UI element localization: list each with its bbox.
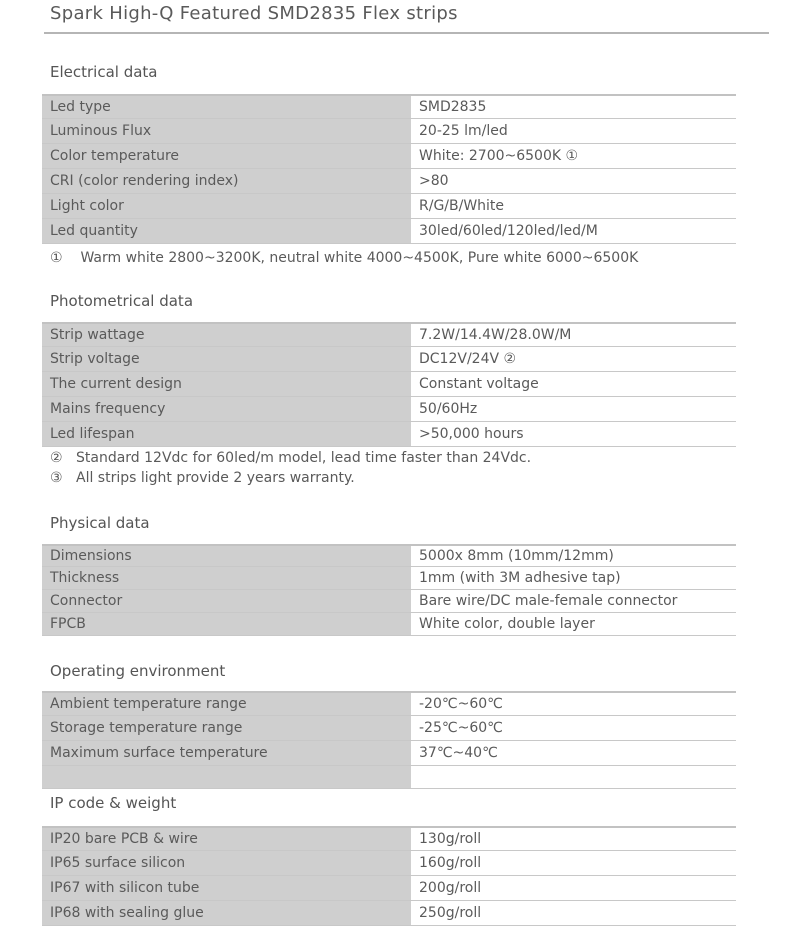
spec-label: Connector xyxy=(42,590,411,612)
photometrical-row xyxy=(42,422,736,447)
ip-row xyxy=(42,826,736,851)
ip-row xyxy=(42,901,736,926)
spec-label: Light color xyxy=(42,194,411,218)
spec-value: White color, double layer xyxy=(419,616,595,632)
spec-value: 130g/roll xyxy=(419,831,482,847)
photometrical-heading: Photometrical data xyxy=(50,292,194,310)
physical-row xyxy=(42,567,736,590)
electrical-row xyxy=(42,194,736,219)
photometrical-table xyxy=(42,322,736,447)
spec-label: CRI (color rendering index) xyxy=(42,169,411,193)
photometrical-row xyxy=(42,397,736,422)
ip-row xyxy=(42,851,736,876)
spec-value: -25℃~60℃ xyxy=(419,720,503,736)
electrical-table xyxy=(42,94,736,244)
operating-table xyxy=(42,691,736,789)
spec-label: Led type xyxy=(42,96,411,118)
ip-table xyxy=(42,826,736,926)
spec-label: Storage temperature range xyxy=(42,716,411,740)
spec-label: Led quantity xyxy=(42,219,411,243)
note-text: Standard 12Vdc for 60led/m model, lead time faster than 24Vdc. xyxy=(76,450,532,466)
note-marker: ③ xyxy=(50,470,63,486)
photometrical-row xyxy=(42,372,736,397)
spec-label: Luminous Flux xyxy=(42,119,411,143)
title-divider xyxy=(44,32,769,34)
page-title: Spark High-Q Featured SMD2835 Flex strips xyxy=(50,3,458,24)
spec-label: The current design xyxy=(42,372,411,396)
spec-value: 30led/60led/120led/led/M xyxy=(419,223,598,239)
operating-row xyxy=(42,691,736,716)
ip-row xyxy=(42,876,736,901)
electrical-row xyxy=(42,144,736,169)
electrical-note-1 xyxy=(50,250,638,266)
spec-label: Led lifespan xyxy=(42,422,411,446)
spec-value: Bare wire/DC male-female connector xyxy=(419,593,678,609)
spec-value: Constant voltage xyxy=(419,376,539,392)
note-text: Warm white 2800~3200K, neutral white 4000~4500K, Pure white 6000~6500K xyxy=(76,250,639,266)
spec-value: 5000x 8mm (10mm/12mm) xyxy=(419,548,614,564)
spec-value: 20-25 lm/led xyxy=(419,123,508,139)
spec-value-empty xyxy=(411,766,736,788)
spec-value: White: 2700~6500K ① xyxy=(419,148,579,164)
spec-value: 200g/roll xyxy=(419,880,482,896)
operating-spacer-row xyxy=(42,766,736,789)
note-text: All strips light provide 2 years warranty. xyxy=(76,470,355,486)
spec-label: Thickness xyxy=(42,567,411,589)
physical-row xyxy=(42,544,736,567)
spec-label: IP20 bare PCB & wire xyxy=(42,828,411,850)
operating-heading: Operating environment xyxy=(50,662,226,680)
physical-table xyxy=(42,544,736,636)
electrical-row xyxy=(42,119,736,144)
note-marker: ① xyxy=(50,250,63,266)
spec-value: SMD2835 xyxy=(419,99,487,115)
note-marker: ② xyxy=(50,450,63,466)
spec-value: R/G/B/White xyxy=(419,198,505,214)
spec-value: 160g/roll xyxy=(419,855,482,871)
electrical-row xyxy=(42,94,736,119)
spec-value: DC12V/24V ② xyxy=(419,351,517,367)
ip-heading: IP code & weight xyxy=(50,794,177,812)
photometrical-row xyxy=(42,322,736,347)
spec-label: Dimensions xyxy=(42,546,411,566)
spec-label: Color temperature xyxy=(42,144,411,168)
spec-value: -20℃~60℃ xyxy=(419,696,503,712)
spec-label: IP65 surface silicon xyxy=(42,851,411,875)
spec-value: >80 xyxy=(419,173,449,189)
operating-row xyxy=(42,716,736,741)
spec-value: 50/60Hz xyxy=(419,401,478,417)
spec-value: 37℃~40℃ xyxy=(419,745,498,761)
spec-label: Mains frequency xyxy=(42,397,411,421)
photometrical-row xyxy=(42,347,736,372)
electrical-row xyxy=(42,169,736,194)
spec-label: Strip wattage xyxy=(42,324,411,346)
physical-row xyxy=(42,590,736,613)
spec-label: Maximum surface temperature xyxy=(42,741,411,765)
physical-row xyxy=(42,613,736,636)
spec-label: Strip voltage xyxy=(42,347,411,371)
spec-value: 7.2W/14.4W/28.0W/M xyxy=(419,327,572,343)
operating-row xyxy=(42,741,736,766)
spec-value: 1mm (with 3M adhesive tap) xyxy=(419,570,621,586)
spec-label: IP67 with silicon tube xyxy=(42,876,411,900)
spec-label-empty xyxy=(42,766,411,788)
electrical-row xyxy=(42,219,736,244)
photometrical-note-2 xyxy=(50,450,531,466)
physical-heading: Physical data xyxy=(50,514,150,532)
spec-value: >50,000 hours xyxy=(419,426,524,442)
spec-label: IP68 with sealing glue xyxy=(42,901,411,925)
spec-label: Ambient temperature range xyxy=(42,693,411,715)
spec-label: FPCB xyxy=(42,613,411,635)
spec-value: 250g/roll xyxy=(419,905,482,921)
photometrical-note-3 xyxy=(50,470,355,486)
electrical-heading: Electrical data xyxy=(50,63,158,81)
